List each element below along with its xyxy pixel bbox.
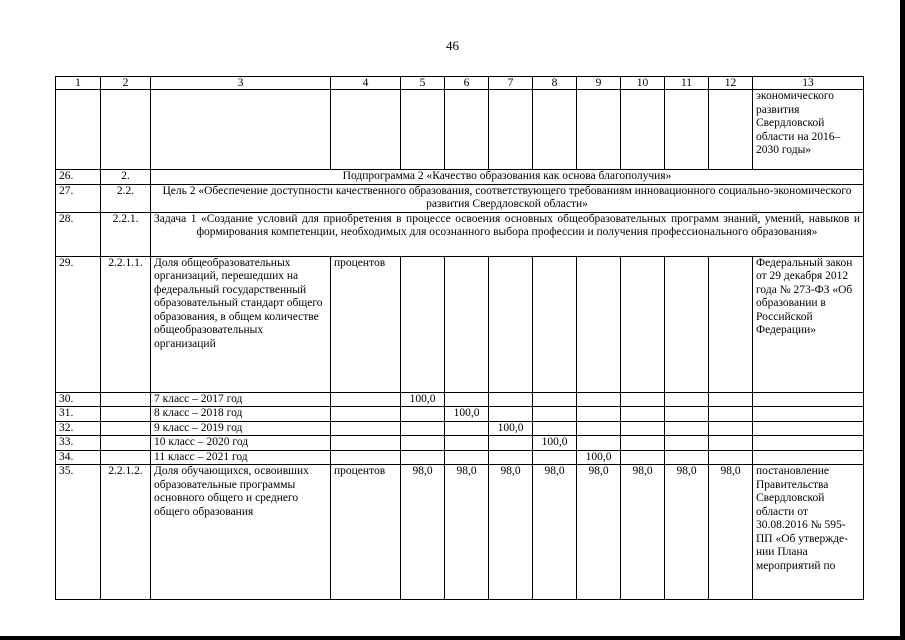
row-number: 33. [56, 436, 101, 451]
header-cell: 2 [101, 77, 151, 90]
value-cell: 98,0 [533, 465, 577, 600]
indicators-table [55, 76, 864, 600]
row-code: 2.2.1.1. [101, 256, 151, 392]
task-title: Задача 1 «Создание условий для приобретения в процессе освоения основных общеобразовательных программ знаний, умений, навыков и формирования компетенции, необходимых для осознанного выбора профессии и получения профессионального образования» [151, 212, 864, 256]
value-cell: 100,0 [489, 421, 533, 436]
value-cell: 100,0 [577, 450, 621, 465]
value-cell: 100,0 [533, 436, 577, 451]
row-number: 31. [56, 407, 101, 422]
table-row [56, 407, 864, 422]
indicator-name: 8 класс – 2018 год [151, 407, 331, 422]
header-cell: 5 [401, 77, 445, 90]
source-cell: Федеральный закон от 29 декабря 2012 года № 273-ФЗ «Об образовании в Российской Федерации» [753, 256, 864, 392]
row-number: 32. [56, 421, 101, 436]
indicator-name: 11 класс – 2021 год [151, 450, 331, 465]
header-cell: 4 [331, 77, 401, 90]
value-cell: 100,0 [445, 407, 489, 422]
row-code: 2. [101, 170, 151, 185]
unit-cell: процентов [331, 465, 401, 600]
table-row [56, 465, 864, 600]
row-code: 2.2.1. [101, 212, 151, 256]
header-cell: 6 [445, 77, 489, 90]
row-number: 29. [56, 256, 101, 392]
source-cell: экономического развития Свердловской области на 2016–2030 годы» [753, 90, 864, 170]
row-number: 27. [56, 184, 101, 212]
table-row [56, 421, 864, 436]
row-number: 30. [56, 392, 101, 407]
page-number: 46 [446, 38, 459, 53]
indicator-name: Доля общеобразовательных организаций, перешедших на федеральный государственный образовательный стандарт общего образования, в общем количестве общеобразовательных организаций [151, 256, 331, 392]
indicator-name: Доля обучающихся, освоивших образовательные программы основного общего и среднего общего образования [151, 465, 331, 600]
header-cell: 10 [621, 77, 665, 90]
table-row [56, 450, 864, 465]
table-row [56, 212, 864, 256]
value-cell: 98,0 [445, 465, 489, 600]
header-cell: 7 [489, 77, 533, 90]
value-cell: 98,0 [489, 465, 533, 600]
value-cell: 100,0 [401, 392, 445, 407]
unit-cell: процентов [331, 256, 401, 392]
table-row [56, 436, 864, 451]
header-cell: 3 [151, 77, 331, 90]
row-code: 2.2.1.2. [101, 465, 151, 600]
table-row [56, 90, 864, 170]
value-cell: 98,0 [665, 465, 709, 600]
header-cell: 8 [533, 77, 577, 90]
subprogram-title: Подпрограмма 2 «Качество образования как основа благополучия» [151, 170, 864, 185]
page-edge-right [900, 0, 905, 640]
goal-title: Цель 2 «Обеспечение доступности качественного образования, соответствующего требованиям инновационного социально-экономического развития Свердловской области» [151, 184, 864, 212]
header-cell: 1 [56, 77, 101, 90]
table-row [56, 170, 864, 185]
table-row [56, 392, 864, 407]
page-edge-bottom [0, 636, 905, 640]
value-cell: 98,0 [401, 465, 445, 600]
row-number: 26. [56, 170, 101, 185]
value-cell: 98,0 [621, 465, 665, 600]
row-number: 28. [56, 212, 101, 256]
table-row [56, 256, 864, 392]
indicator-name: 10 класс – 2020 год [151, 436, 331, 451]
header-cell: 12 [709, 77, 753, 90]
table-row [56, 184, 864, 212]
row-number: 35. [56, 465, 101, 600]
indicator-name: 9 класс – 2019 год [151, 421, 331, 436]
source-cell: постановление Правительства Свердловской области от 30.08.2016 № 595-ПП «Об утвержде-нии Плана мероприятий по [753, 465, 864, 600]
header-row [56, 77, 864, 90]
header-cell: 13 [753, 77, 864, 90]
indicator-name: 7 класс – 2017 год [151, 392, 331, 407]
row-code: 2.2. [101, 184, 151, 212]
header-cell: 9 [577, 77, 621, 90]
value-cell: 98,0 [709, 465, 753, 600]
header-cell: 11 [665, 77, 709, 90]
row-number: 34. [56, 450, 101, 465]
value-cell: 98,0 [577, 465, 621, 600]
